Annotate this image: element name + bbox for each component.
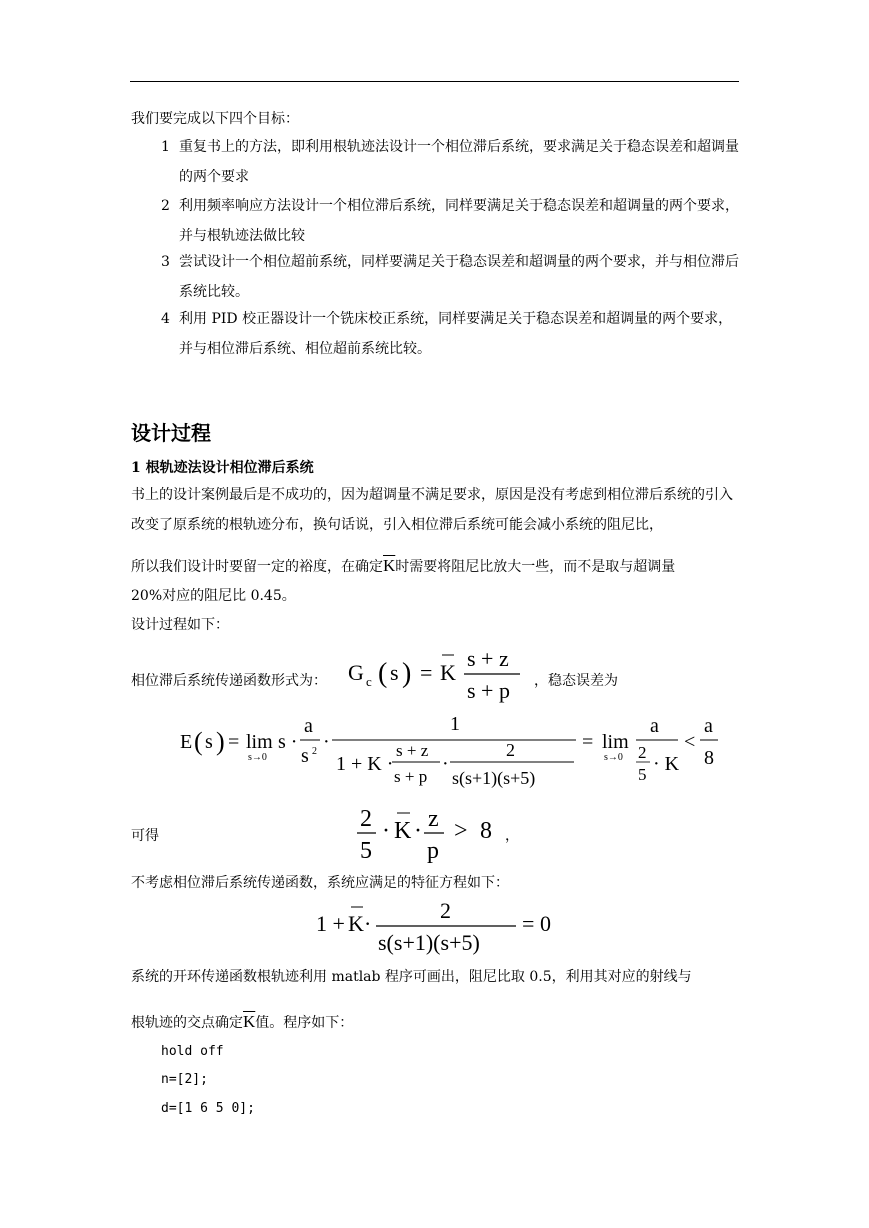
svg-text:· K: · K: [653, 753, 680, 775]
paragraph-6-part-c: 值。程序如下：: [255, 1015, 354, 1031]
goal-number: 3: [161, 254, 170, 270]
paragraph-1-part-c: 时需要将阻尼比放大一些，而不是取与超调量: [395, 559, 676, 575]
svg-text:2: 2: [360, 806, 372, 832]
svg-text:8: 8: [480, 818, 492, 844]
svg-text:s: s: [205, 731, 213, 753]
svg-text:·: ·: [442, 753, 449, 775]
svg-text:K: K: [440, 660, 456, 685]
svg-text:E: E: [180, 731, 193, 753]
header-rule: [130, 81, 739, 82]
svg-text:<: <: [684, 731, 696, 753]
svg-text:2: 2: [506, 740, 515, 760]
svg-text:2: 2: [638, 743, 647, 762]
code-line: hold off: [161, 1044, 224, 1059]
svg-text:c: c: [366, 674, 372, 689]
goal-number: 4: [161, 311, 170, 327]
k-bar-symbol: $\overline{K}$: [383, 556, 396, 575]
svg-text:s→0: s→0: [248, 752, 267, 763]
svg-text:0: 0: [540, 911, 551, 936]
svg-text:s + p: s + p: [394, 767, 428, 786]
goal-item-3: [161, 247, 741, 307]
svg-text:=: =: [228, 731, 240, 753]
svg-text:lim: lim: [246, 731, 273, 753]
characteristic-equation: [312, 896, 562, 960]
svg-text:a: a: [704, 715, 713, 737]
paragraph-6-line2: [131, 1012, 353, 1033]
svg-text:s: s: [390, 660, 399, 685]
svg-text:a: a: [650, 715, 659, 737]
goal-number: 2: [161, 198, 170, 214]
result-inequality: [352, 800, 512, 864]
goal-text: 尝试设计一个相位超前系统，同样要满足关于稳态误差和超调量的两个要求，并与相位滞后系统比较。: [179, 254, 739, 300]
svg-text:s + z: s + z: [396, 741, 429, 760]
goal-text: 利用频率响应方法设计一个相位滞后系统，同样要满足关于稳态误差和超调量的两个要求，并与根轨迹法做比较: [179, 198, 739, 244]
svg-text:(: (: [194, 727, 203, 756]
section-title: 设计过程: [131, 421, 211, 445]
svg-text:s + p: s + p: [467, 678, 510, 703]
svg-text:>: >: [454, 818, 468, 844]
svg-text:): ): [402, 658, 412, 689]
svg-text:lim: lim: [602, 731, 629, 753]
svg-text:5: 5: [638, 765, 647, 784]
paragraph-1-part-b: 所以我们设计时要留一定的裕度，在确定: [131, 559, 383, 575]
steady-state-error-formula: [178, 710, 723, 796]
paragraph-1: [131, 480, 741, 540]
result-suffix: ，: [505, 828, 519, 844]
svg-text:a: a: [304, 715, 313, 737]
svg-text:1: 1: [450, 713, 460, 735]
tf-prefix: 相位滞后系统传递函数形式为：: [131, 673, 327, 689]
svg-text:·: ·: [323, 731, 330, 753]
paragraph-1-text: 书上的设计案例最后是不成功的，因为超调量不满足要求，原因是没有考虑到相位滞后系统的引入改变了原系统的根轨迹分布，换句话说，引入相位滞后系统可能会减小系统的阻尼比，: [131, 487, 733, 533]
paragraph-6-part-b: 根轨迹的交点确定: [131, 1015, 243, 1031]
svg-text:s(s+1)(s+5): s(s+1)(s+5): [452, 768, 536, 788]
tf-suffix: ，稳态误差为: [534, 673, 618, 689]
svg-text:=: =: [420, 660, 433, 685]
svg-text:5: 5: [360, 838, 372, 864]
goal-text: 利用 PID 校正器设计一个铣床校正系统，同样要满足关于稳态误差和超调量的两个要求，并与相位滞后系统、相位超前系统比较。: [179, 311, 733, 357]
svg-text:s + z: s + z: [467, 646, 509, 671]
goal-item-1: [161, 132, 741, 192]
svg-text:=: =: [522, 911, 535, 936]
goal-number: 1: [161, 139, 170, 155]
svg-text:K: K: [394, 818, 412, 844]
svg-text:·: ·: [382, 818, 390, 844]
goal-text: 重复书上的方法，即利用根轨迹法设计一个相位滞后系统，要求满足关于稳态误差和超调量的两个要求: [179, 139, 739, 185]
k-bar-symbol: $\overline{K}$: [243, 1012, 256, 1031]
svg-text:8: 8: [704, 747, 714, 769]
svg-text:1 + K ·: 1 + K ·: [336, 753, 394, 775]
svg-text:(: (: [378, 658, 388, 689]
paragraph-6-line1: 系统的开环传递函数根轨迹利用 matlab 程序可画出，阻尼比取 0.5，利用其对应的射线与: [131, 969, 692, 985]
svg-text:z: z: [428, 806, 439, 832]
svg-text:s ·: s ·: [278, 731, 298, 753]
svg-text:·: ·: [364, 911, 372, 936]
code-line: d=[1 6 5 0];: [161, 1101, 255, 1116]
svg-text:·: ·: [414, 818, 422, 844]
paragraph-2: 设计过程如下：: [131, 617, 229, 633]
subsection-title: 1 根轨迹法设计相位滞后系统: [131, 460, 314, 476]
goal-item-2: [161, 191, 741, 251]
svg-text:K: K: [348, 911, 364, 936]
paragraph-1-line4: 20%对应的阻尼比 0.45。: [131, 588, 296, 604]
result-prefix: 可得: [131, 828, 159, 844]
svg-text:=: =: [582, 731, 594, 753]
svg-text:G: G: [348, 660, 364, 685]
paragraph-5: 不考虑相位滞后系统传递函数，系统应满足的特征方程如下：: [131, 875, 509, 891]
svg-text:2: 2: [312, 746, 317, 757]
goal-item-4: [161, 304, 741, 364]
svg-text:2: 2: [440, 898, 451, 923]
paragraph-1-line3: [131, 556, 675, 577]
svg-text:s: s: [301, 745, 309, 767]
svg-text:s→0: s→0: [604, 752, 623, 763]
code-line: n=[2];: [161, 1072, 208, 1087]
intro-text: 我们要完成以下四个目标：: [131, 111, 299, 127]
svg-text:p: p: [427, 838, 439, 864]
transfer-function-formula: [342, 642, 542, 704]
svg-text:s(s+1)(s+5): s(s+1)(s+5): [378, 930, 480, 955]
svg-text:1 +: 1 +: [316, 911, 345, 936]
svg-text:): ): [216, 727, 225, 756]
